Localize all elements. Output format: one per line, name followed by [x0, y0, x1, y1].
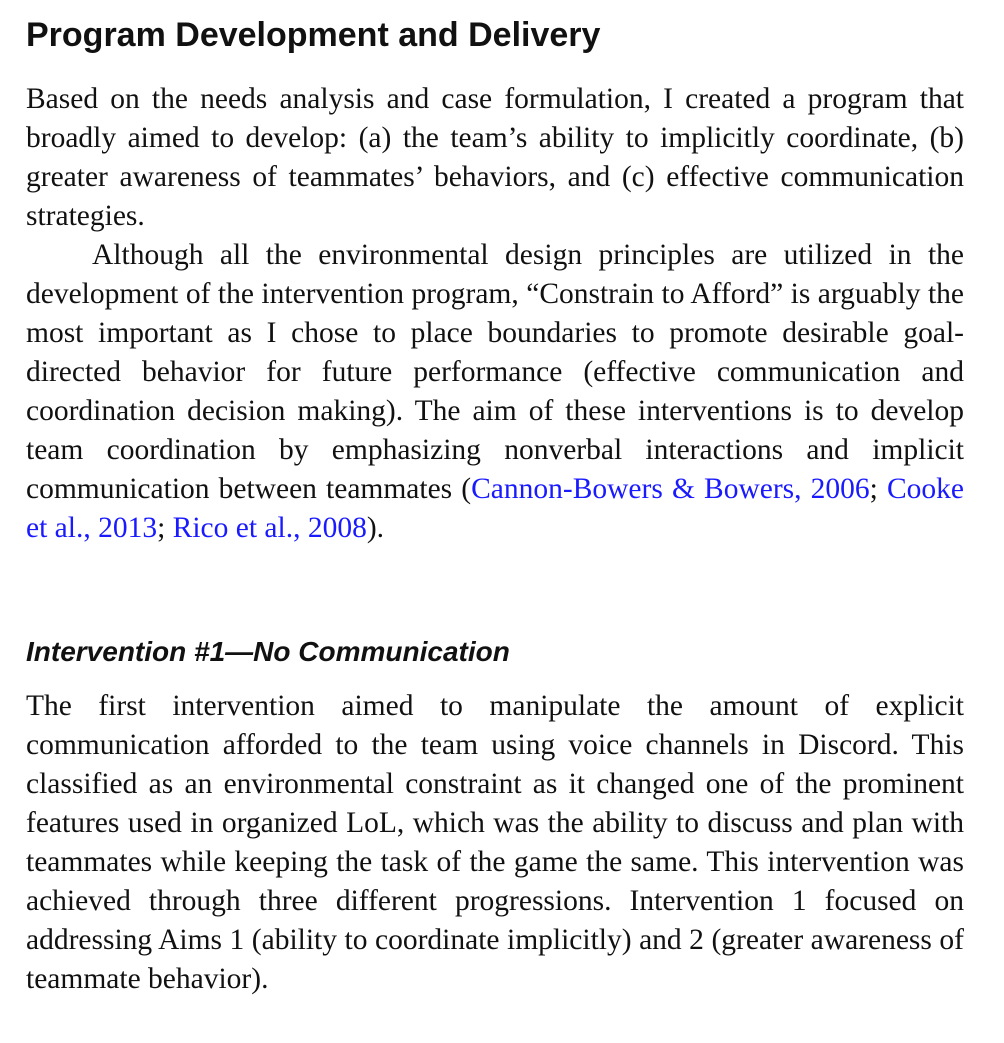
- paragraph-text: Although all the environmental design principles are utilized in the development of the intervention program, “Constrain to Afford” is arguably the most important as I chose to place boundaries to promote desirable goal-directed behavior for future performance (effective communication and coordination decision making). The aim of these interventions is to develop team coordination by emphasizing nonverbal interactions and implicit communication between teammates (: [26, 239, 964, 505]
- paragraph-intervention-1: The first intervention aimed to manipulate the amount of explicit communication afforded to the team using voice channels in Discord. This classified as an environmental constraint as it changed one of the prominent features used in organized LoL, which was the ability to discuss and plan with teammates while keeping the task of the game the same. This intervention was achieved through three different progressions. Intervention 1 focused on addressing Aims 1 (ability to coordinate implicitly) and 2 (greater awareness of teammate behavior).: [26, 690, 964, 995]
- citation-separator: ;: [869, 473, 887, 505]
- section-body: [26, 80, 964, 548]
- citation-link-cooke[interactable]: Cooke et al., 2013: [26, 473, 964, 544]
- citation-link-cannon-bowers[interactable]: Cannon-Bowers & Bowers, 2006: [471, 473, 870, 505]
- subsection-body: [26, 687, 964, 999]
- citation-separator: ;: [157, 512, 173, 544]
- paragraph-closing: ).: [366, 512, 385, 544]
- section-heading: Program Development and Delivery: [26, 16, 601, 54]
- paragraph-program-aims: Based on the needs analysis and case formulation, I created a program that broadly aimed to develop: (a) the team’s ability to implicitly coordinate, (b) greater awareness of teammates’ behaviors, and (c) effective communication strategies.: [26, 83, 964, 232]
- citation-link-rico[interactable]: Rico et al., 2008: [172, 512, 367, 544]
- paragraph-constrain-to-afford: [26, 236, 964, 548]
- subsection-heading: Intervention #1—No Communication: [26, 636, 510, 667]
